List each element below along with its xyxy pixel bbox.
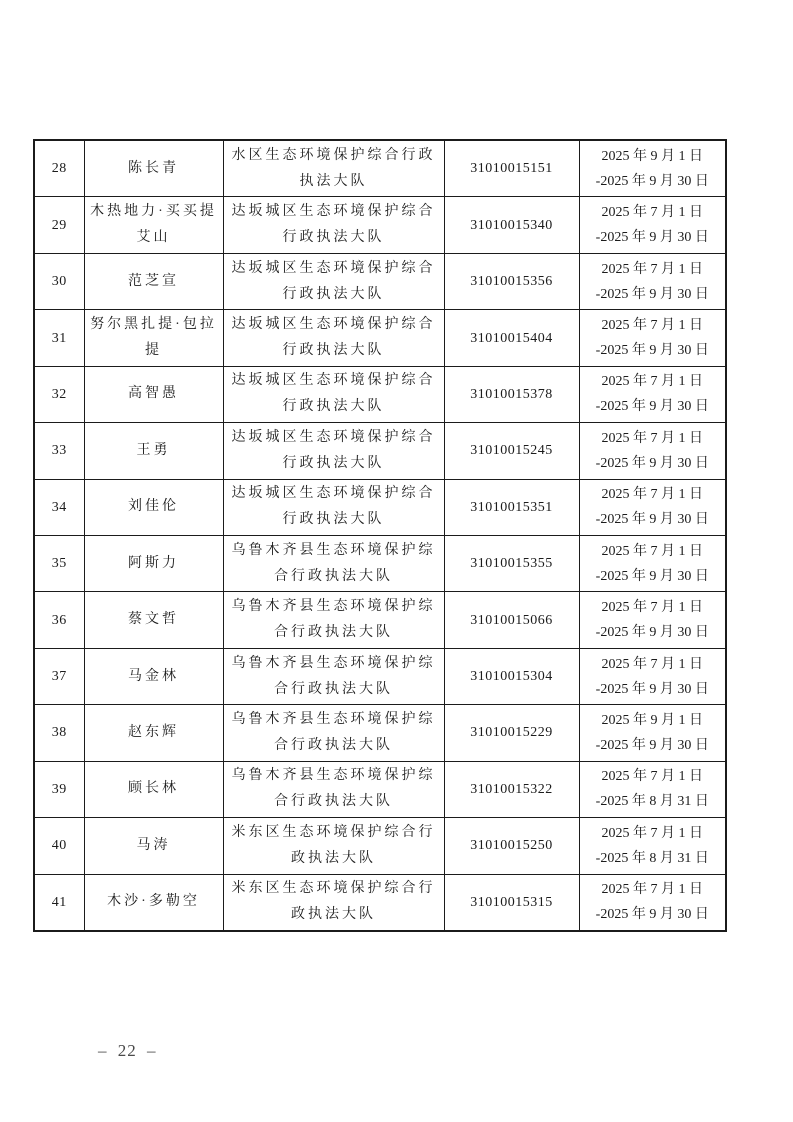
cell-row-number: 29 — [34, 197, 84, 253]
department-text: 达坂城区生态环境保护综合行政执法大队 — [231, 260, 436, 302]
table-row — [34, 592, 726, 648]
cell-department — [223, 818, 444, 874]
cell-certificate-id: 31010015404 — [444, 310, 579, 366]
table-row — [34, 479, 726, 535]
cell-certificate-id: 31010015355 — [444, 535, 579, 591]
cell-validity-period — [579, 705, 726, 761]
cell-person-name — [84, 310, 223, 366]
cell-validity-period — [579, 310, 726, 366]
cell-department — [223, 648, 444, 704]
period-start-text: 2025 年 9 月 1 日 — [601, 148, 703, 164]
cell-validity-period — [579, 366, 726, 422]
period-start-text: 2025 年 7 月 1 日 — [601, 543, 703, 559]
person-name-text: 木热地力·买买提艾山 — [90, 204, 217, 246]
cell-validity-period — [579, 140, 726, 197]
period-end-text: -2025 年 9 月 30 日 — [595, 907, 709, 923]
person-name-text: 刘佳伦 — [128, 499, 179, 515]
person-name-text: 马金林 — [128, 668, 179, 684]
cell-person-name — [84, 197, 223, 253]
cell-department — [223, 140, 444, 197]
cell-department — [223, 705, 444, 761]
cell-row-number: 40 — [34, 818, 84, 874]
person-name-text: 努尔黑扎提·包拉提 — [90, 317, 217, 358]
period-end-text: -2025 年 8 月 31 日 — [595, 850, 709, 866]
cell-certificate-id: 31010015322 — [444, 761, 579, 817]
period-end-text: -2025 年 9 月 30 日 — [595, 343, 709, 358]
period-start-text: 2025 年 7 月 1 日 — [601, 261, 703, 277]
period-end-text: -2025 年 9 月 30 日 — [595, 399, 709, 415]
cell-person-name — [84, 648, 223, 704]
department-text: 乌鲁木齐县生态环境保护综合行政执法大队 — [231, 711, 436, 753]
cell-person-name — [84, 535, 223, 591]
cell-row-number: 41 — [34, 874, 84, 931]
table-row — [34, 818, 726, 874]
department-text: 米东区生态环境保护综合行政执法大队 — [231, 824, 436, 866]
table-row — [34, 197, 726, 253]
cell-row-number: 36 — [34, 592, 84, 648]
period-end-text: -2025 年 9 月 30 日 — [595, 568, 709, 584]
page-number: – 22 – — [98, 1041, 157, 1060]
period-end-text: -2025 年 9 月 30 日 — [595, 286, 709, 302]
period-end-text: -2025 年 9 月 30 日 — [595, 512, 709, 528]
cell-validity-period — [579, 423, 726, 479]
department-text: 乌鲁木齐县生态环境保护综合行政执法大队 — [231, 599, 436, 641]
period-start-text: 2025 年 7 月 1 日 — [601, 205, 703, 221]
person-name-text: 赵东辉 — [128, 724, 179, 740]
cell-person-name — [84, 423, 223, 479]
period-end-text: -2025 年 8 月 31 日 — [595, 794, 709, 810]
table-row — [34, 705, 726, 761]
department-text: 米东区生态环境保护综合行政执法大队 — [231, 881, 436, 923]
roster-table — [33, 139, 727, 932]
cell-department — [223, 310, 444, 366]
cell-person-name — [84, 874, 223, 931]
table-row — [34, 310, 726, 366]
table-row — [34, 535, 726, 591]
period-end-text: -2025 年 9 月 30 日 — [595, 737, 709, 753]
cell-row-number: 39 — [34, 761, 84, 817]
cell-row-number: 30 — [34, 253, 84, 309]
person-name-text: 陈长青 — [128, 160, 179, 176]
department-text: 乌鲁木齐县生态环境保护综合行政执法大队 — [231, 542, 436, 584]
cell-certificate-id: 31010015351 — [444, 479, 579, 535]
person-name-text: 王勇 — [136, 442, 171, 458]
table-row — [34, 648, 726, 704]
person-name-text: 木沙·多勒空 — [107, 894, 200, 910]
period-end-text: -2025 年 9 月 30 日 — [595, 230, 709, 246]
period-start-text: 2025 年 7 月 1 日 — [601, 882, 703, 898]
period-end-text: -2025 年 9 月 30 日 — [595, 455, 709, 471]
cell-row-number: 31 — [34, 310, 84, 366]
period-start-text: 2025 年 7 月 1 日 — [601, 430, 703, 446]
cell-department — [223, 366, 444, 422]
cell-row-number: 32 — [34, 366, 84, 422]
department-text: 水区生态环境保护综合行政执法大队 — [231, 147, 436, 189]
cell-validity-period — [579, 535, 726, 591]
person-name-text: 马涛 — [136, 837, 171, 853]
department-text: 达坂城区生态环境保护综合行政执法大队 — [231, 317, 436, 358]
cell-department — [223, 423, 444, 479]
cell-department — [223, 253, 444, 309]
cell-row-number: 34 — [34, 479, 84, 535]
cell-validity-period — [579, 592, 726, 648]
cell-department — [223, 592, 444, 648]
person-name-text: 高智愚 — [128, 386, 179, 402]
cell-validity-period — [579, 479, 726, 535]
period-start-text: 2025 年 9 月 1 日 — [601, 712, 703, 728]
cell-certificate-id: 31010015304 — [444, 648, 579, 704]
department-text: 达坂城区生态环境保护综合行政执法大队 — [231, 204, 436, 246]
cell-certificate-id: 31010015340 — [444, 197, 579, 253]
cell-validity-period — [579, 818, 726, 874]
cell-certificate-id: 31010015151 — [444, 140, 579, 197]
cell-person-name — [84, 140, 223, 197]
cell-certificate-id: 31010015245 — [444, 423, 579, 479]
period-start-text: 2025 年 7 月 1 日 — [601, 825, 703, 841]
cell-department — [223, 761, 444, 817]
cell-certificate-id: 31010015315 — [444, 874, 579, 931]
person-name-text: 蔡文哲 — [128, 612, 179, 628]
cell-certificate-id: 31010015066 — [444, 592, 579, 648]
cell-row-number: 33 — [34, 423, 84, 479]
department-text: 达坂城区生态环境保护综合行政执法大队 — [231, 429, 436, 471]
cell-person-name — [84, 705, 223, 761]
period-start-text: 2025 年 7 月 1 日 — [601, 600, 703, 616]
cell-validity-period — [579, 761, 726, 817]
period-end-text: -2025 年 9 月 30 日 — [595, 681, 709, 697]
cell-department — [223, 874, 444, 931]
table-row — [34, 423, 726, 479]
cell-department — [223, 479, 444, 535]
period-start-text: 2025 年 7 月 1 日 — [601, 318, 703, 333]
cell-person-name — [84, 761, 223, 817]
cell-row-number: 37 — [34, 648, 84, 704]
department-text: 乌鲁木齐县生态环境保护综合行政执法大队 — [231, 655, 436, 697]
cell-person-name — [84, 253, 223, 309]
cell-row-number: 35 — [34, 535, 84, 591]
department-text: 达坂城区生态环境保护综合行政执法大队 — [231, 486, 436, 528]
period-end-text: -2025 年 9 月 30 日 — [595, 625, 709, 641]
cell-validity-period — [579, 874, 726, 931]
cell-person-name — [84, 592, 223, 648]
cell-person-name — [84, 479, 223, 535]
cell-row-number: 28 — [34, 140, 84, 197]
cell-validity-period — [579, 253, 726, 309]
cell-validity-period — [579, 197, 726, 253]
table-row — [34, 253, 726, 309]
person-name-text: 范芝宣 — [128, 273, 179, 289]
period-start-text: 2025 年 7 月 1 日 — [601, 374, 703, 390]
table-row — [34, 761, 726, 817]
department-text: 乌鲁木齐县生态环境保护综合行政执法大队 — [231, 768, 436, 810]
period-start-text: 2025 年 7 月 1 日 — [601, 769, 703, 785]
table-row — [34, 366, 726, 422]
person-name-text: 顾长林 — [128, 781, 179, 797]
cell-certificate-id: 31010015356 — [444, 253, 579, 309]
cell-row-number: 38 — [34, 705, 84, 761]
period-start-text: 2025 年 7 月 1 日 — [601, 656, 703, 672]
cell-department — [223, 197, 444, 253]
period-start-text: 2025 年 7 月 1 日 — [601, 487, 703, 503]
period-end-text: -2025 年 9 月 30 日 — [595, 173, 709, 189]
cell-certificate-id: 31010015229 — [444, 705, 579, 761]
cell-person-name — [84, 818, 223, 874]
cell-department — [223, 535, 444, 591]
person-name-text: 阿斯力 — [128, 555, 179, 571]
department-text: 达坂城区生态环境保护综合行政执法大队 — [231, 373, 436, 415]
table-row — [34, 140, 726, 197]
cell-person-name — [84, 366, 223, 422]
cell-certificate-id: 31010015378 — [444, 366, 579, 422]
cell-certificate-id: 31010015250 — [444, 818, 579, 874]
cell-validity-period — [579, 648, 726, 704]
table-row — [34, 874, 726, 931]
